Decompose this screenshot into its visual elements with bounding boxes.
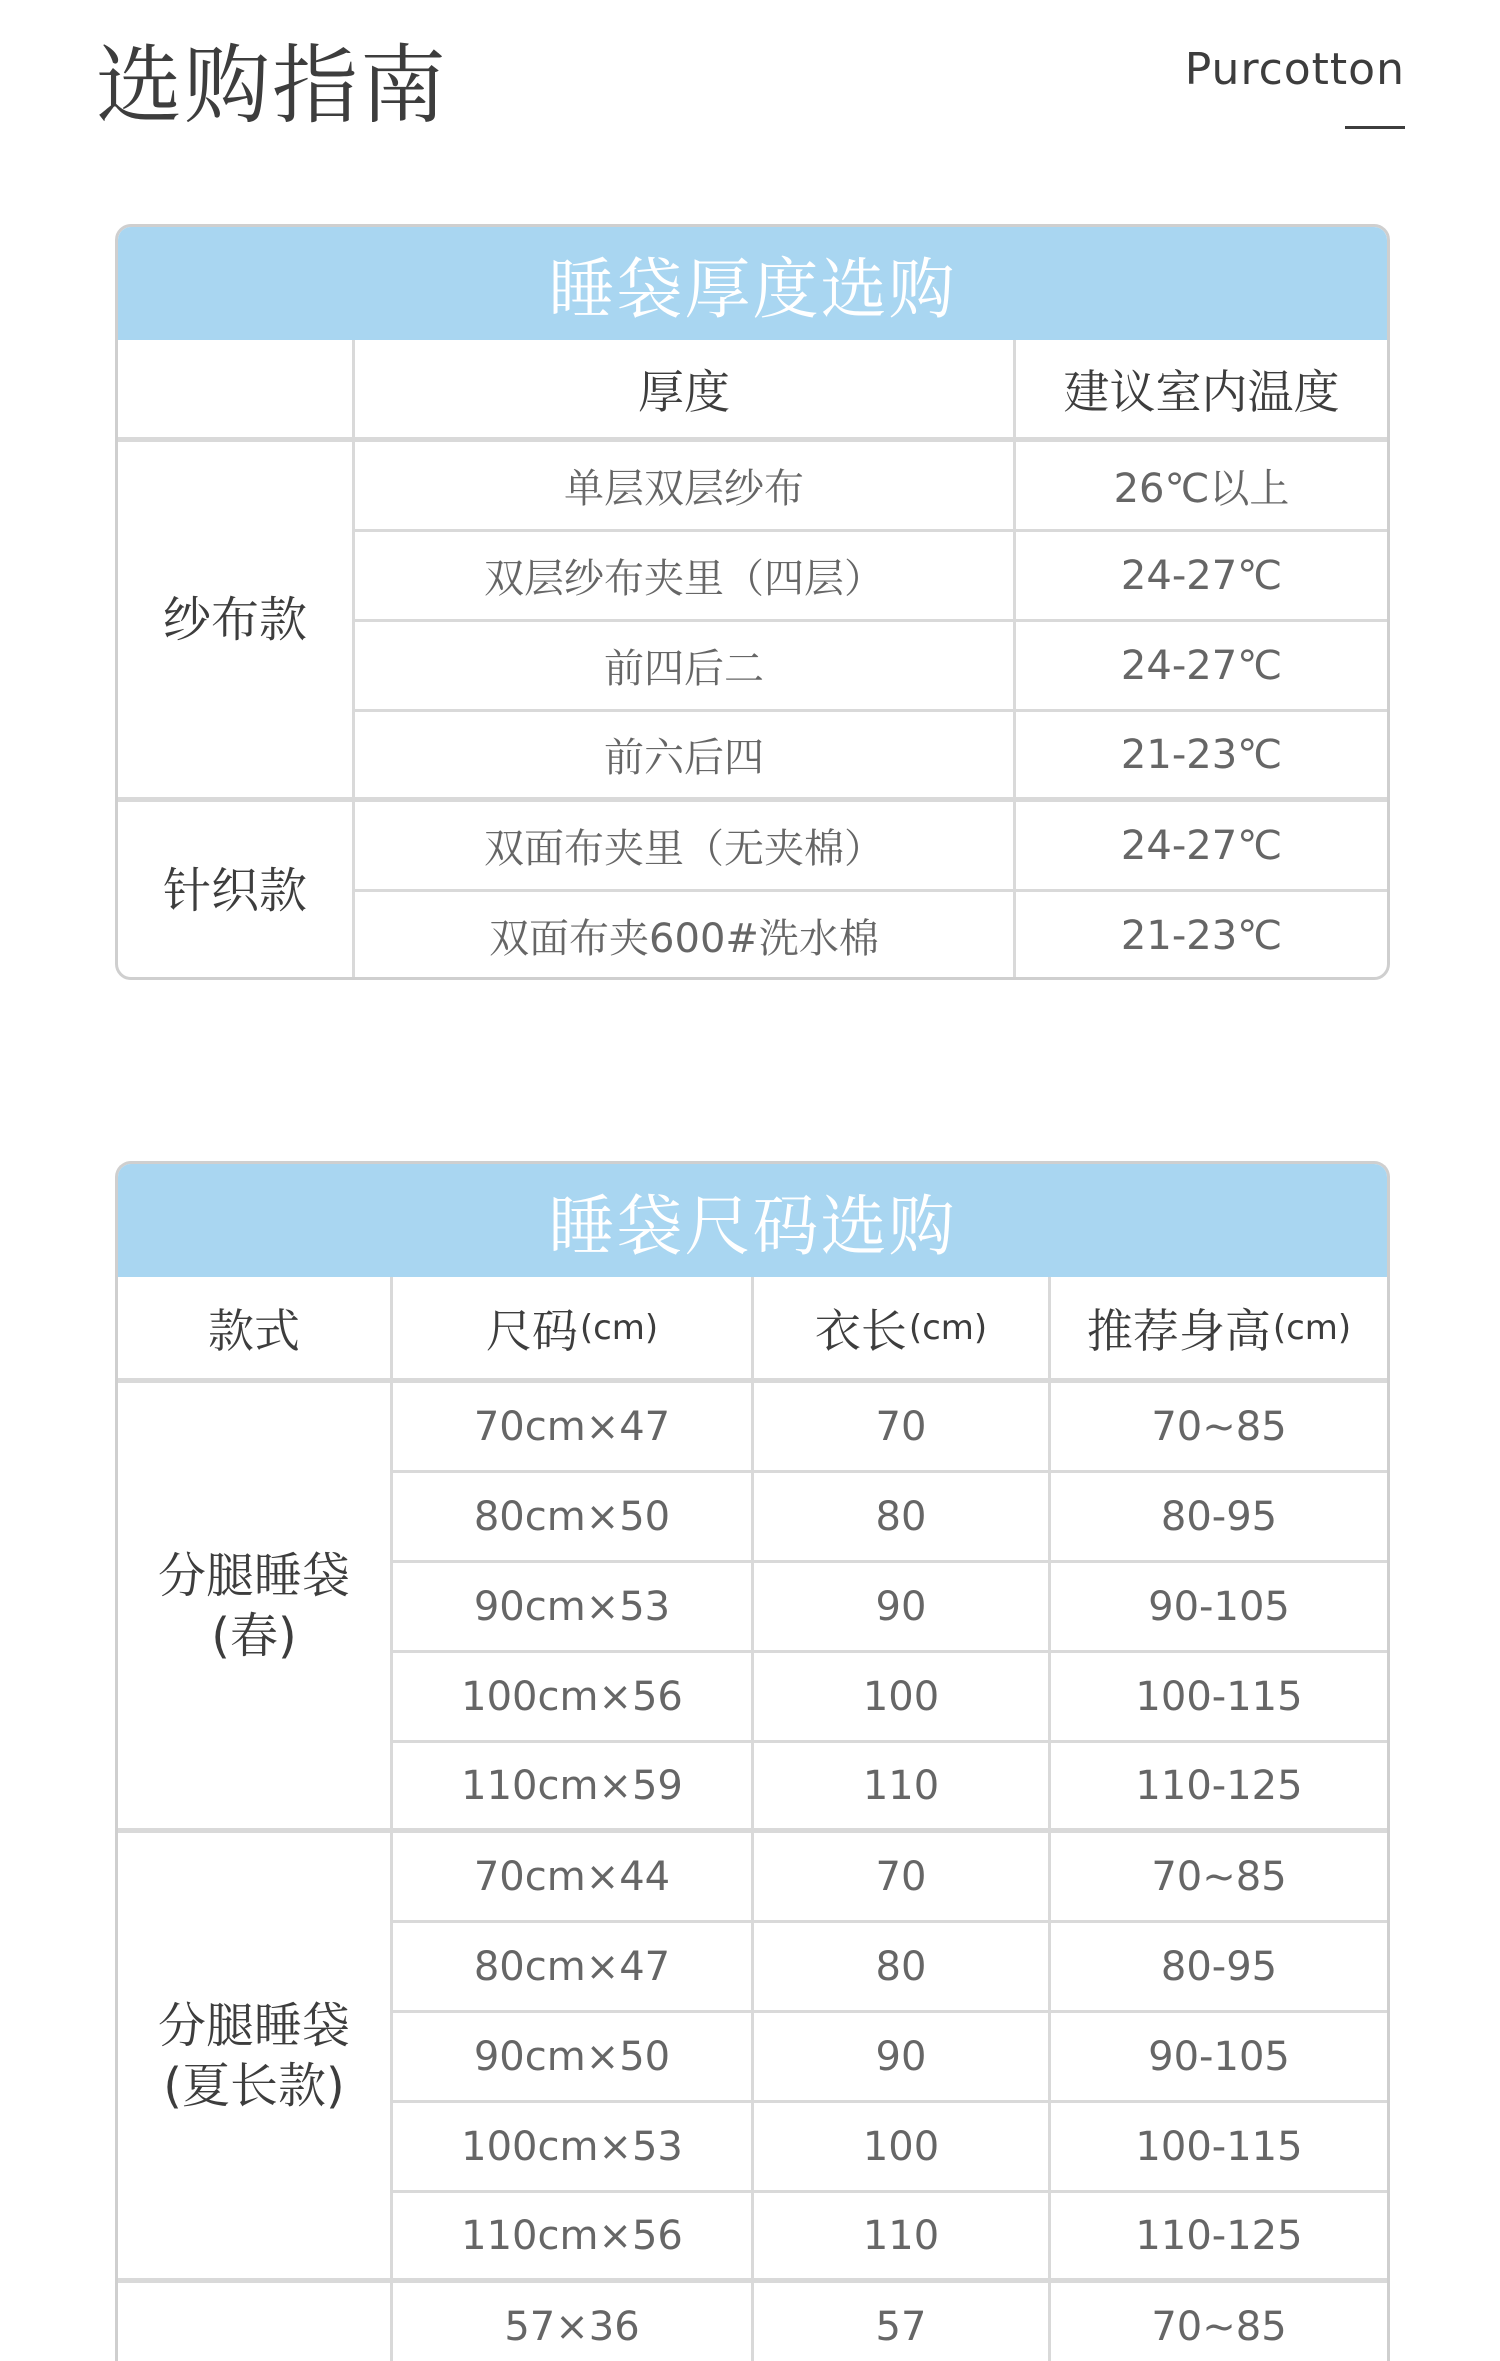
temperature-cell: 26℃以上 bbox=[1016, 442, 1387, 532]
size-header-unit: (cm) bbox=[908, 1307, 988, 1348]
thickness-table-title: 睡袋厚度选购 bbox=[118, 227, 1387, 340]
size-header-cell bbox=[393, 1277, 754, 1383]
length-cell: 70 bbox=[754, 1833, 1051, 1923]
thickness-group-label: 纱布款 bbox=[118, 442, 355, 802]
size-cell: 110cm×56 bbox=[393, 2193, 754, 2283]
length-cell: 57 bbox=[754, 2283, 1051, 2361]
length-cell: 100 bbox=[754, 1653, 1051, 1743]
size-cell: 70cm×44 bbox=[393, 1833, 754, 1923]
thickness-type-cell: 前四后二 bbox=[355, 622, 1016, 712]
temperature-cell: 21-23℃ bbox=[1016, 712, 1387, 802]
thickness-header-cell bbox=[118, 340, 355, 442]
height-cell: 90-105 bbox=[1051, 2013, 1387, 2103]
height-cell: 80-95 bbox=[1051, 1923, 1387, 2013]
brand-logo: Purcotton bbox=[1184, 44, 1405, 95]
temperature-cell: 24-27℃ bbox=[1016, 532, 1387, 622]
height-cell: 80-95 bbox=[1051, 1473, 1387, 1563]
size-cell: 80cm×50 bbox=[393, 1473, 754, 1563]
length-cell: 100 bbox=[754, 2103, 1051, 2193]
size-group-label: 分腿睡袋 (夏长款) bbox=[118, 1833, 393, 2283]
size-guide-table bbox=[115, 1161, 1390, 2361]
height-cell: 100-115 bbox=[1051, 2103, 1387, 2193]
thickness-group-label: 针织款 bbox=[118, 802, 355, 980]
thickness-guide-table bbox=[115, 224, 1390, 980]
thickness-type-cell: 双面布夹里（无夹棉） bbox=[355, 802, 1016, 892]
temperature-cell: 24-27℃ bbox=[1016, 802, 1387, 892]
length-cell: 80 bbox=[754, 1923, 1051, 2013]
thickness-type-cell: 前六后四 bbox=[355, 712, 1016, 802]
length-cell: 90 bbox=[754, 1563, 1051, 1653]
size-group-label: 分腿睡袋 (春) bbox=[118, 1383, 393, 1833]
height-cell: 90-105 bbox=[1051, 1563, 1387, 1653]
thickness-header-cell: 厚度 bbox=[355, 340, 1016, 442]
size-header-unit: (cm) bbox=[579, 1307, 659, 1348]
size-table-title: 睡袋尺码选购 bbox=[118, 1164, 1387, 1277]
size-header-label: 推荐身高 bbox=[1086, 1303, 1271, 1358]
size-header-label: 款式 bbox=[208, 1303, 300, 1358]
thickness-type-cell: 双层纱布夹里（四层） bbox=[355, 532, 1016, 622]
height-cell: 110-125 bbox=[1051, 1743, 1387, 1833]
height-cell: 70~85 bbox=[1051, 2283, 1387, 2361]
size-header-cell bbox=[1051, 1277, 1387, 1383]
size-cell: 70cm×47 bbox=[393, 1383, 754, 1473]
brand-underline bbox=[1345, 126, 1405, 129]
height-cell: 100-115 bbox=[1051, 1653, 1387, 1743]
size-cell: 57×36 bbox=[393, 2283, 754, 2361]
size-cell: 80cm×47 bbox=[393, 1923, 754, 2013]
size-cell: 100cm×56 bbox=[393, 1653, 754, 1743]
length-cell: 110 bbox=[754, 1743, 1051, 1833]
thickness-header-cell: 建议室内温度 bbox=[1016, 340, 1387, 442]
size-header-label: 衣长 bbox=[814, 1303, 907, 1358]
height-cell: 110-125 bbox=[1051, 2193, 1387, 2283]
temperature-cell: 24-27℃ bbox=[1016, 622, 1387, 712]
length-cell: 80 bbox=[754, 1473, 1051, 1563]
size-header-cell bbox=[754, 1277, 1051, 1383]
size-header-label: 尺码 bbox=[485, 1303, 578, 1358]
length-cell: 90 bbox=[754, 2013, 1051, 2103]
size-cell: 90cm×53 bbox=[393, 1563, 754, 1653]
size-header-cell bbox=[118, 1277, 393, 1383]
length-cell: 70 bbox=[754, 1383, 1051, 1473]
size-cell: 110cm×59 bbox=[393, 1743, 754, 1833]
thickness-type-cell: 双面布夹600#洗水棉 bbox=[355, 892, 1016, 980]
thickness-type-cell: 单层双层纱布 bbox=[355, 442, 1016, 532]
page-title: 选购指南 bbox=[96, 36, 448, 136]
height-cell: 70~85 bbox=[1051, 1383, 1387, 1473]
length-cell: 110 bbox=[754, 2193, 1051, 2283]
temperature-cell: 21-23℃ bbox=[1016, 892, 1387, 980]
size-cell: 90cm×50 bbox=[393, 2013, 754, 2103]
size-group-label bbox=[118, 2283, 393, 2361]
size-cell: 100cm×53 bbox=[393, 2103, 754, 2193]
size-header-unit: (cm) bbox=[1272, 1307, 1352, 1348]
height-cell: 70~85 bbox=[1051, 1833, 1387, 1923]
